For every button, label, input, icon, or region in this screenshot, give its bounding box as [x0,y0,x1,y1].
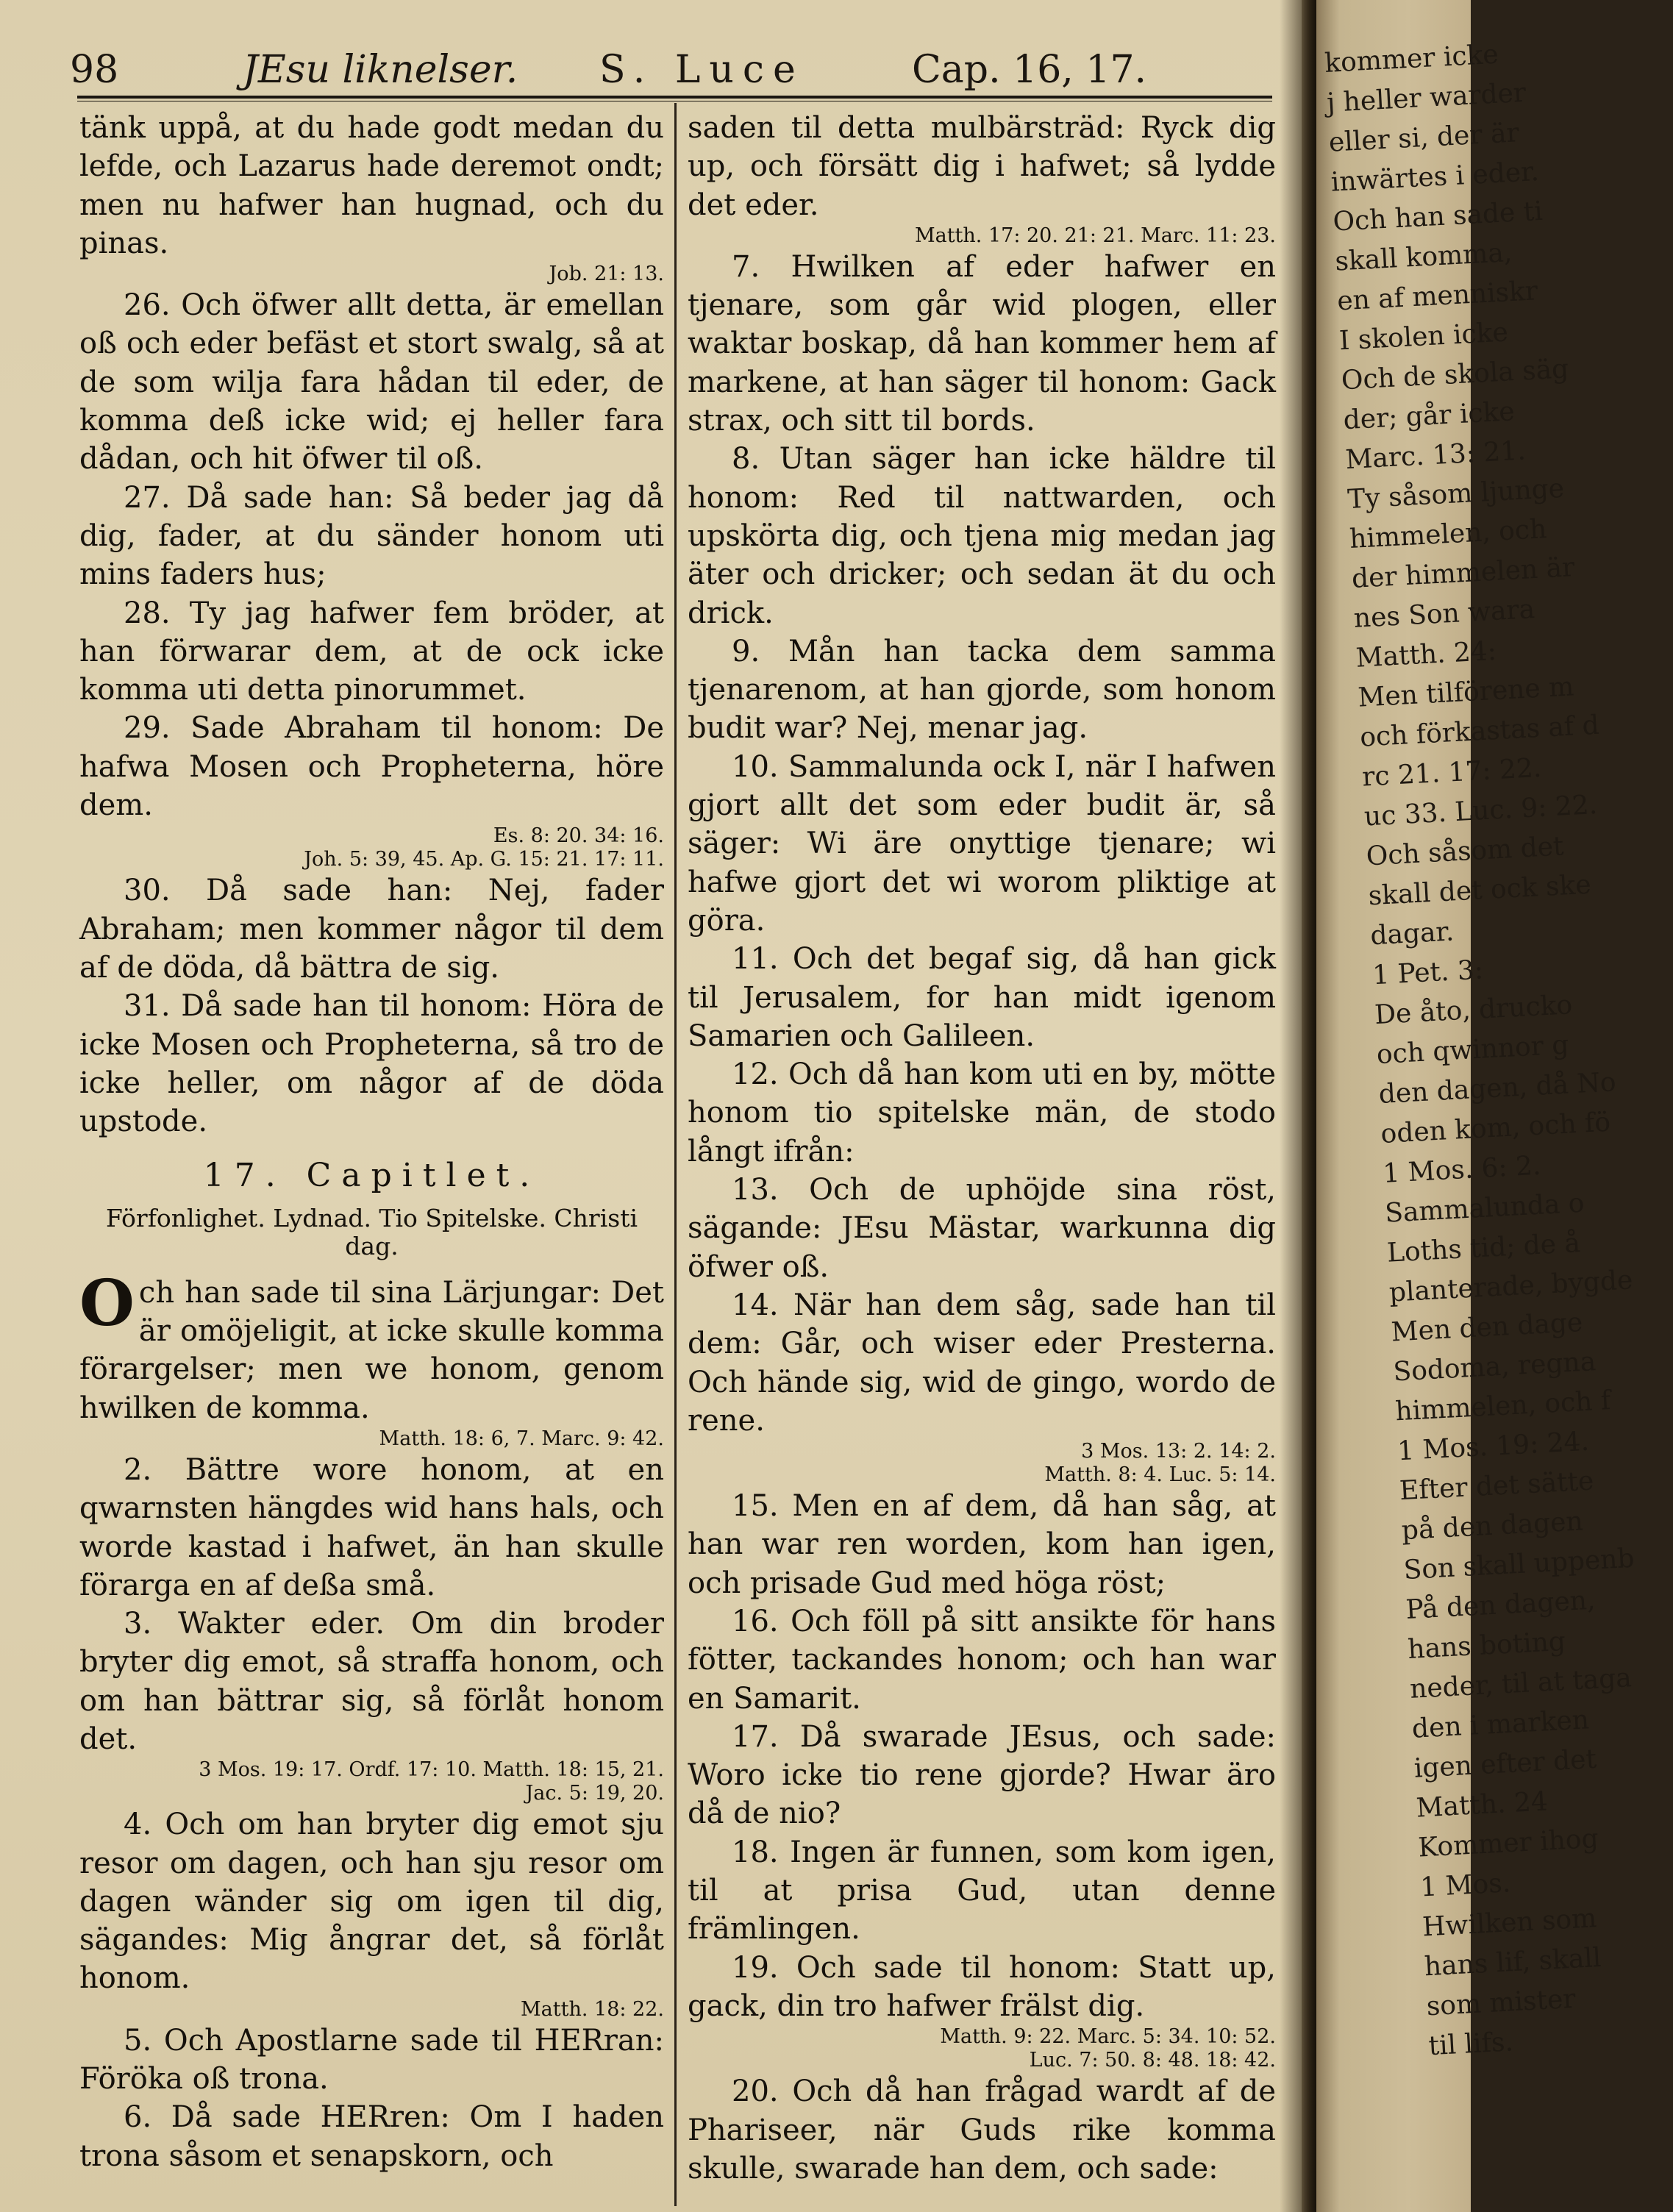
facing-page-line: eller si, der är [1327,118,1520,158]
facing-page-line: Efter det sätte [1399,1466,1595,1507]
facing-page-line: och qwinnor g [1375,1030,1570,1071]
verse-2: 2. Bättre wore honom, at en qwarnsten hängdes wid hans hals, och worde kastad i hafwet, än han skulle förarga en af deßa små. [79,1452,664,1602]
verse-30: 30. Då sade han: Nej, fader Abraham; men kommer någor til dem af de döda, då bättra de sig. [79,874,664,985]
cross-reference: Joh. 5: 39, 45. Ap. G. 15: 21. 17: 11. [304,848,664,871]
facing-page-line: Matth. 24 [1415,1786,1549,1824]
facing-page-line: den i marken [1411,1705,1590,1744]
cross-reference: Es. 8: 20. 34: 16. [493,824,664,848]
verse-13: 13. Och de uphöjde sina röst, sägande: JEsu Mästar, warkunna dig öfwer oß. [688,1173,1276,1284]
drop-cap: O [79,1266,135,1341]
facing-page-line: Marc. 13: 21. [1344,435,1527,476]
verse-1-text: ch han sade til sina Lärjungar: Det är omöjeligit, at icke skulle komma förargelser; men we honom, genom hwilken de komma. [79,1275,664,1425]
facing-page-line: planterade, bygde [1388,1265,1634,1308]
facing-page-text [1324,34,1635,2066]
facing-page-line: 1 Mos. [1419,1868,1512,1903]
verse-12: 12. Och då han kom uti en by, mötte honom tio spitelske män, de stodo långt ifrån: [688,1057,1276,1169]
facing-page-line: De åto, drucko [1374,990,1574,1031]
facing-page-line: Kommer ihog [1417,1823,1599,1863]
facing-page-line: och förkastas af d [1359,710,1600,753]
verse-26: 26. Och öfwer allt detta, är emellan oß och eder befäst et stort swalg, så at de som wilja fara hådan til eder, de komma deß icke wid; ej heller fara dådan, och hit öfwer til oß. [79,288,664,477]
verse-3: 3. Wakter eder. Om din broder bryter dig emot, så straffa honom, och om han bättrar sig, så förlåt honom det. [79,1607,664,1756]
verse-17: 17. Då swarade JEsus, och sade: Woro icke tio rene gjorde? Hwar äro då de nio? [688,1719,1276,1831]
facing-page-line: j heller warder [1326,77,1527,118]
verse-15: 15. Men en af dem, då han såg, at han war ren worden, kom han igen, och prisade Gud med höga röst; [688,1489,1276,1600]
facing-page-line: hans lif, skall [1423,1942,1602,1983]
verse-27: 27. Då sade han: Så beder jag då dig, fader, at du sänder honom uti mins faders hus; [79,480,664,592]
facing-page-line: dagar. [1369,916,1455,952]
facing-page-line: den dagen, då No [1377,1067,1617,1110]
cross-reference: Matth. 17: 20. 21: 21. Marc. 11: 23. [914,224,1276,247]
verse-28: 28. Ty jag hafwer fem bröder, at han förwarar dem, at de ock icke komma uti detta pinorummet. [79,596,664,707]
verse-11: 11. Och det begaf sig, då han gick til Jerusalem, for han midt igenom Samarien och Galileen. [688,942,1276,1053]
facing-page-line: der himmelen är [1351,552,1576,594]
facing-page-line: oden kom, och fö [1380,1107,1611,1149]
cross-reference: Matth. 18: 22. [521,1997,664,2021]
facing-page-line: Sodoma, regna [1392,1346,1597,1388]
book-name: S. Luce [599,48,805,92]
chapter-title: 17. Capitlet. [203,1157,541,1195]
facing-page-line: kommer icke [1324,39,1499,79]
facing-page-line: Loths tid; de å [1386,1228,1581,1269]
facing-page-line: Hwilken som [1421,1903,1598,1943]
facing-page-line: til lifs. [1427,2027,1514,2062]
facing-page-line: Och såsom det [1365,831,1565,872]
cross-reference: Luc. 7: 50. 8: 48. 18: 42. [1029,2049,1276,2072]
cross-reference: Jac. 5: 19, 20. [525,1782,664,1805]
verse-19: 19. Och sade til honom: Statt up, gack, din tro hafwer frälst dig. [688,1950,1276,2023]
facing-page-line: 1 Mos. 6: 2. [1382,1150,1542,1189]
verse-8: 8. Utan säger han icke häldre til honom: Red til nattwarden, och upskörta dig, och tjena mig medan jag äter och dricker; och sedan ät du och drick. [688,442,1276,630]
cross-reference: Matth. 9: 22. Marc. 5: 34. 10: 52. [940,2025,1276,2049]
facing-page-edge [1316,0,1635,2212]
facing-page-line: Ty såsom ljunge [1346,473,1566,515]
verse-1 [79,1266,664,1427]
left-column [79,109,664,2175]
verse-14: 14. När han dem såg, sade han til dem: Går, och wiser eder Presterna. Och hände sig, wid de gingo, wordo de rene. [688,1288,1276,1438]
facing-page-line: himmelen, och f [1394,1385,1612,1427]
facing-page-line: inwärtes i eder. [1330,156,1540,198]
chapter-reference: Cap. 16, 17. [912,48,1147,92]
facing-page-line: På den dagen, [1405,1585,1597,1626]
facing-page-line: igen efter det [1413,1744,1598,1784]
facing-page-line: Matth. 24: [1355,635,1497,674]
verse-10: 10. Sammalunda ock I, när I hafwen gjort allt det som eder budit är, så säger: Wi äre onyttige tjenare; wi hafwe gjort det wi worom pliktige at göra. [688,749,1276,938]
facing-page-line: Och han sade ti [1332,196,1544,238]
facing-page-line: uc 33. Luc. 9: 22. [1363,789,1599,832]
facing-page-line: himmelen, och [1349,514,1548,555]
cross-reference: Matth. 8: 4. Luc. 5: 14. [1044,1463,1276,1487]
facing-page-line: en af menniskr [1336,276,1539,317]
verse-6: 6. Då sade HERren: Om I haden trona såsom et senapskorn, och [79,2100,664,2173]
facing-page-line: som mister [1425,1983,1577,2022]
cross-reference: 3 Mos. 19: 17. Ordf. 17: 10. Matth. 18: 15, 21. [199,1758,664,1782]
facing-page-line: Men den dage [1390,1307,1584,1348]
cross-reference: Matth. 18: 6, 7. Marc. 9: 42. [379,1427,664,1450]
verse-20: 20. Och då han frågad wardt af de Phariseer, när Guds rike komma skulle, swarade han dem, och sade: [688,2074,1276,2186]
facing-page-line: skall komma, [1334,238,1513,277]
cross-reference: 3 Mos. 13: 2. 14: 2. [1081,1440,1276,1463]
verse-5: 5. Och Apostlarne sade til HERran: Föröka oß trona. [79,2023,664,2097]
running-title: JEsu liknelser. [243,48,518,92]
right-column [688,109,1276,2188]
facing-page-line: Sammalunda o [1384,1188,1585,1229]
verse-continuation: tänk uppå, at du hade godt medan du lefde, och Lazarus hade deremot ondt; men nu hafwer han hugnad, och du pinas. [79,111,664,260]
header-rule [77,96,1272,99]
facing-page-line: I skolen icke [1338,317,1509,357]
verse-continuation: saden til detta mulbärsträd: Ryck dig up, och försätt dig i hafwet; så lydde det eder. [688,111,1276,222]
facing-page-line: 1 Mos. 19: 24. [1396,1426,1590,1467]
verse-18: 18. Ingen är funnen, som kom igen, til at prisa Gud, utan denne främlingen. [688,1835,1276,1947]
cross-reference: Job. 21: 13. [549,263,664,286]
verse-29: 29. Sade Abraham til honom: De hafwa Mosen och Propheterna, höre dem. [79,711,664,823]
facing-page-line: nes Son wara [1352,594,1536,634]
facing-page-line: neder, til at taga [1409,1663,1633,1705]
verse-9: 9. Mån han tacka dem samma tjenarenom, at han gjorde, som honom budit war? Nej, menar jag. [688,634,1276,746]
column-divider [674,103,677,2206]
facing-page-line: Men tilförene m [1357,671,1575,713]
verse-4: 4. Och om han bryter dig emot sju resor om dagen, och han sju resor om dagen wänder sig om igen til dig, sägandes: Mig ångrar det, så förlåt honom. [79,1808,664,1996]
facing-page-line: Och de skola säg [1340,354,1570,396]
facing-page-line: Son skall uppenb [1402,1543,1635,1586]
book-gutter [1280,0,1316,2212]
facing-page-line: 1 Pet. 3: [1371,955,1484,991]
chapter-summary: Förfonlighet. Lydnad. Tio Spitelske. Christi dag. [105,1203,638,1260]
facing-page-line: skall det ock ske [1367,869,1592,912]
verse-16: 16. Och föll på sitt ansikte för hans fötter, tackandes honom; och han war en Samarit. [688,1604,1276,1716]
facing-page-line: der; går icke [1342,396,1516,436]
facing-page-line: på den dagen [1400,1506,1584,1546]
facing-page-line: rc 21. 17: 22. [1361,752,1543,793]
verse-7: 7. Hwilken af eder hafwer en tjenare, som går wid plogen, eller waktar boskap, då han kommer hem af markene, at han säger til honom: Gack strax, och sitt til bords. [688,249,1276,438]
verse-31: 31. Då sade han til honom: Höra de icke Mosen och Propheterna, så tro de icke heller, om någor af de döda upstode. [79,989,664,1139]
facing-page-line: hans boting [1407,1626,1566,1665]
page-number: 98 [70,48,119,92]
